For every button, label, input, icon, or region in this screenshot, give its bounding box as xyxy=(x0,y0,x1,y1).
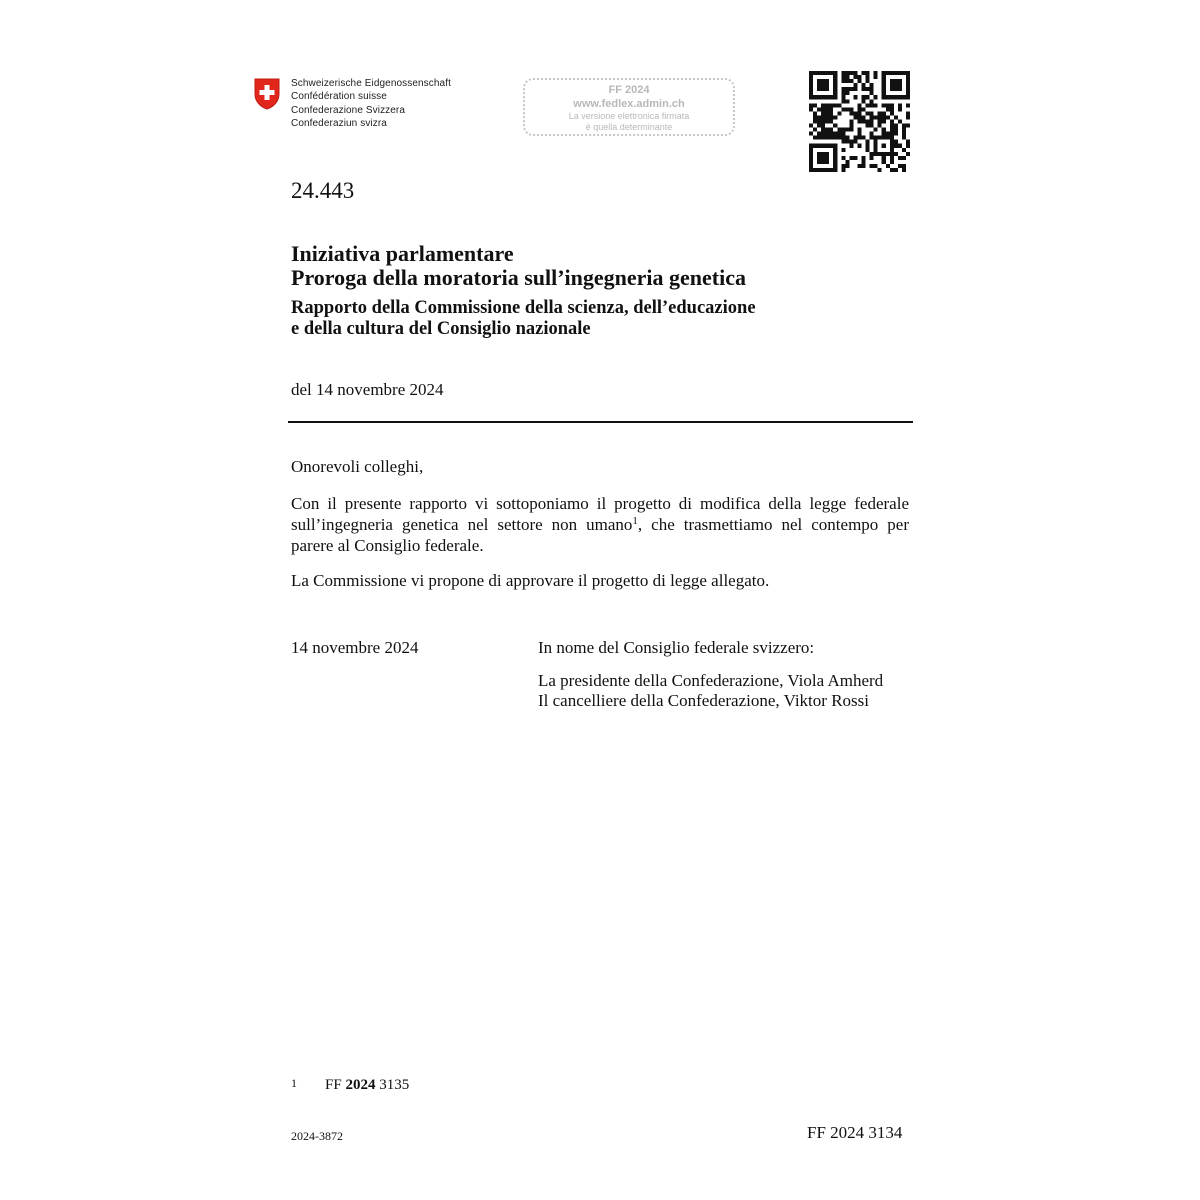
document-title xyxy=(291,242,746,290)
signatories xyxy=(538,671,883,711)
swiss-cross-shield-icon xyxy=(253,78,281,110)
paragraph-1 xyxy=(291,493,909,556)
footnote-year: 2024 xyxy=(345,1077,376,1093)
federal-gazette-reference: FF 2024 3134 xyxy=(807,1123,903,1142)
paragraph-1-line-2 xyxy=(291,514,909,535)
footnote-text xyxy=(325,1077,409,1094)
confederation-name-rm: Confederaziun svizra xyxy=(291,117,387,129)
footnote-page: 3135 xyxy=(379,1077,410,1093)
paragraph-2: La Commissione vi propone di approvare il progetto di legge allegato. xyxy=(291,571,770,590)
stamp-line-2: www.fedlex.admin.ch xyxy=(573,98,685,110)
footnote-prefix: FF xyxy=(325,1077,342,1093)
document-number: 24.443 xyxy=(291,178,355,203)
confederation-name-de: Schweizerische Eidgenossenschaft xyxy=(291,78,451,89)
confederation-names xyxy=(291,77,451,130)
stamp-line-3: La versione elettronica firmata xyxy=(568,111,690,121)
stamp-line-1: FF 2024 xyxy=(608,84,650,96)
confederation-name-fr: Confédération suisse xyxy=(291,91,387,103)
subtitle-line-2: e della cultura del Consiglio nazionale xyxy=(291,319,591,339)
paragraph-1-line-3: parere al Consiglio federale. xyxy=(291,536,484,555)
horizontal-divider xyxy=(288,421,913,423)
qr-code-icon xyxy=(809,71,910,172)
document-date: del 14 novembre 2024 xyxy=(291,380,444,399)
document-subtitle xyxy=(291,298,756,340)
signatory-president: La presidente della Confederazione, Viola Amherd xyxy=(538,671,884,690)
footnote-reference[interactable]: 1 xyxy=(632,515,638,527)
document-id: 2024-3872 xyxy=(291,1129,343,1143)
paragraph-1-line-1: Con il presente rapporto vi sottoponiamo il progetto di modifica della legge federale xyxy=(291,494,909,513)
footnote-number: 1 xyxy=(291,1076,297,1090)
paragraph-1-line-2-start: sull’ingegneria genetica nel settore non umano xyxy=(291,515,633,534)
signature-on-behalf: In nome del Consiglio federale svizzero: xyxy=(538,638,815,657)
salutation: Onorevoli colleghi, xyxy=(291,457,424,476)
electronic-signature-stamp xyxy=(523,78,735,136)
signatory-chancellor: Il cancelliere della Confederazione, Viktor Rossi xyxy=(538,691,869,710)
subtitle-line-1: Rapporto della Commissione della scienza, dell’educazione xyxy=(291,298,756,318)
confederation-name-it: Confederazione Svizzera xyxy=(291,104,406,116)
signature-date: 14 novembre 2024 xyxy=(291,638,419,657)
paragraph-1-line-2-end: , che trasmettiamo nel contempo per xyxy=(637,515,909,534)
qr-modules xyxy=(809,71,910,172)
title-line-2: Proroga della moratoria sull’ingegneria genetica xyxy=(291,265,746,290)
title-line-1: Iniziativa parlamentare xyxy=(291,241,514,266)
stamp-line-4: è quella determinante xyxy=(585,122,673,132)
